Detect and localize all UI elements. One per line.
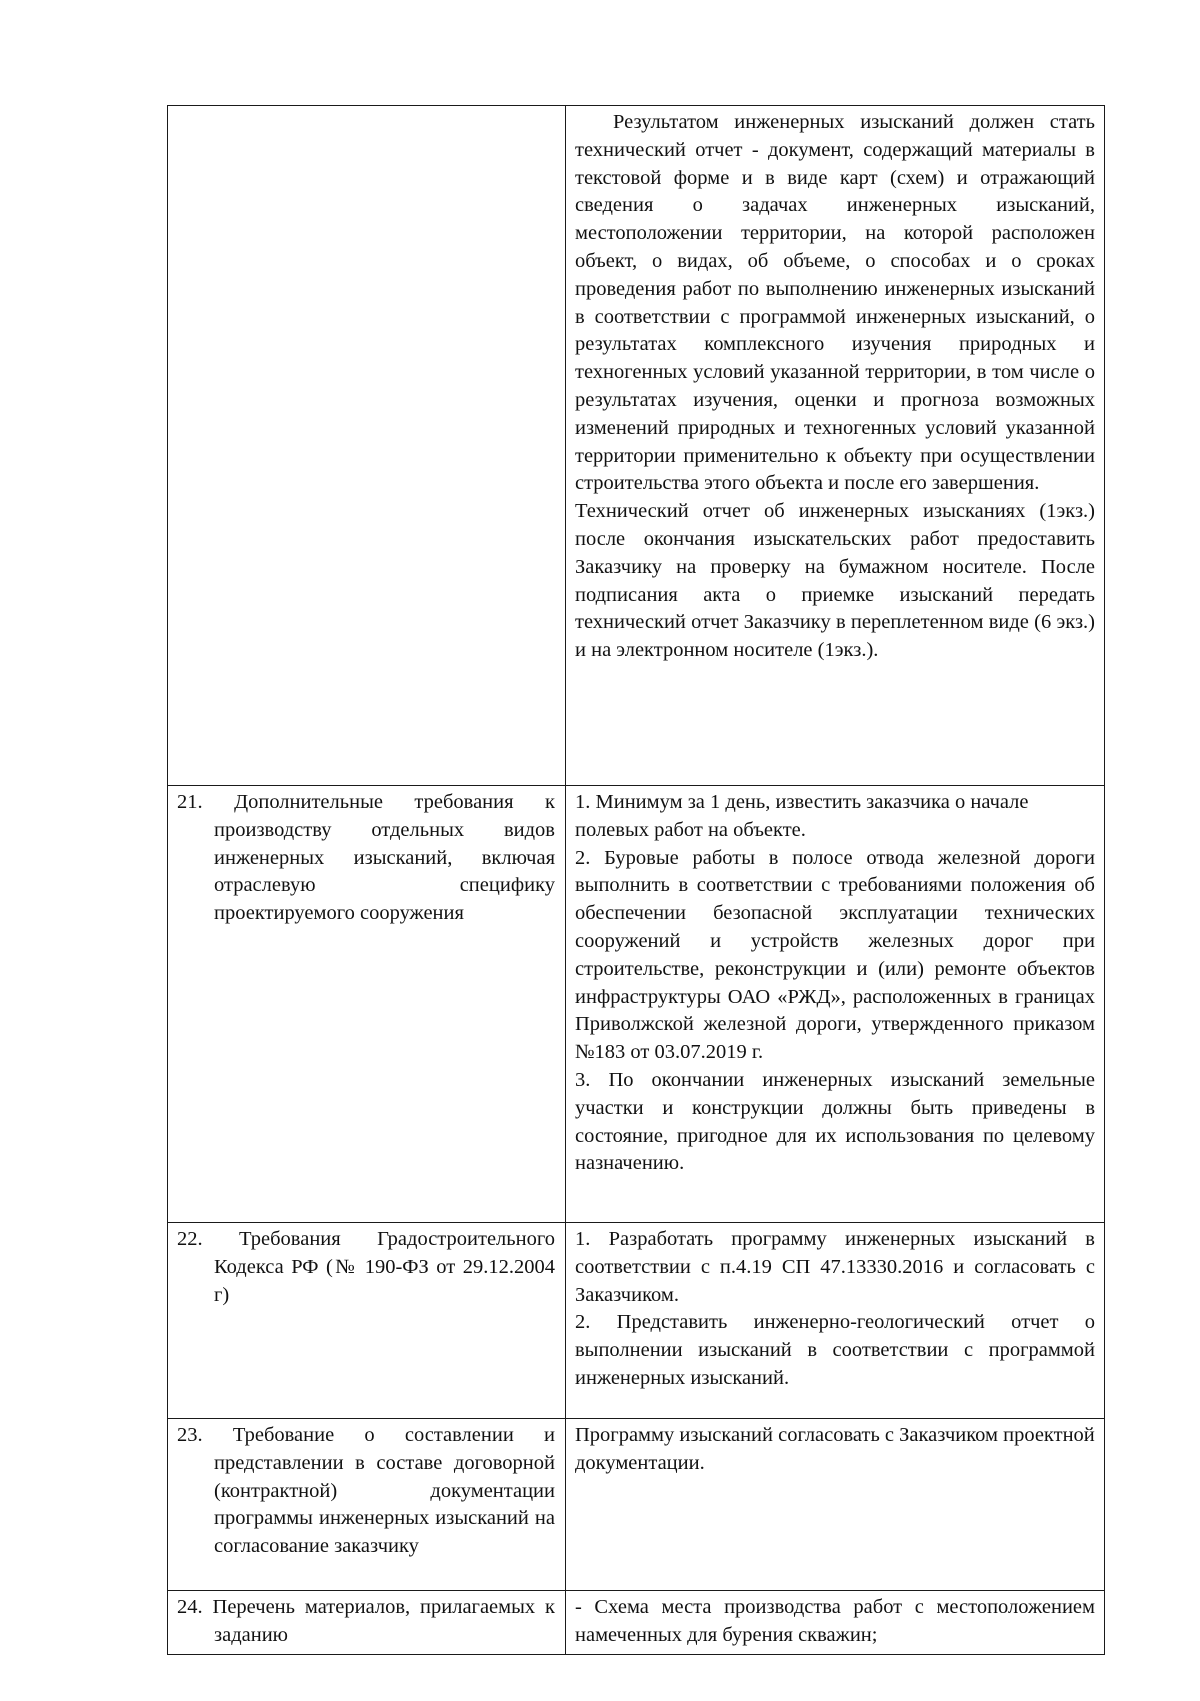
content-paragraph: Результатом инженерных изысканий должен стать технический отчет - документ, содержащий материалы в текстовой форме и в виде карт (схем) и отражающий сведения о задачах инженерных изысканий, местоположении территории, на которой расположен объект, о видах, об объеме, о способах и о сроках проведения работ по выполнению инженерных изысканий в соответствии с программой инженерных изысканий, о результатах комплексного изучения природных и техногенных условий указанной территории, в том числе о результатах изучения, оценки и прогноза возможных изменений природных и техногенных условий указанной территории применительно к объекту при осуществлении строительства этого объекта и после его завершения. bbox=[575, 111, 1095, 495]
content-paragraph: 2. Представить инженерно-геологический отчет о выполнении изысканий в соответствии с программой инженерных изысканий. bbox=[575, 1311, 1095, 1389]
requirements-table bbox=[167, 105, 1105, 1655]
row-label: 21. Дополнительные требования к производству отдельных видов инженерных изысканий, включая отраслевую специфику проектируемого сооружения bbox=[177, 791, 555, 925]
content-paragraph: 3. По окончании инженерных изысканий земельные участки и конструкции должны быть приведены в состояние, пригодное для их использования по целевому назначению. bbox=[575, 1068, 1095, 1175]
row-label-cell bbox=[168, 786, 566, 1223]
table-row bbox=[168, 106, 1105, 786]
row-label: 24. Перечень материалов, прилагаемых к заданию bbox=[177, 1596, 555, 1646]
row-label-cell bbox=[168, 1419, 566, 1591]
table-row bbox=[168, 1419, 1105, 1591]
content-paragraph: 1. Минимум за 1 день, известить заказчика о начале полевых работ на объекте. bbox=[575, 791, 1029, 841]
row-label-cell bbox=[168, 1223, 566, 1419]
table-row bbox=[168, 786, 1105, 1223]
content-paragraph: Технический отчет об инженерных изысканиях (1экз.) после окончания изыскательских работ предоставить Заказчику на проверку на бумажном носителе. После подписания акта о приемке изысканий передать технический отчет Заказчику в переплетенном виде (6 экз.) и на электронном носителе (1экз.). bbox=[575, 500, 1095, 662]
row-content-cell bbox=[566, 1591, 1105, 1655]
content-paragraph: Программу изысканий согласовать с Заказчиком проектной документации. bbox=[575, 1424, 1095, 1474]
row-content-cell bbox=[566, 1419, 1105, 1591]
row-content-cell bbox=[566, 106, 1105, 786]
row-label-cell bbox=[168, 1591, 566, 1655]
content-paragraph: - Схема места производства работ с местоположением намеченных для бурения скважин; bbox=[575, 1596, 1095, 1646]
row-label: 23. Требование о составлении и представлении в составе договорной (контрактной) документации программы инженерных изысканий на согласование заказчику bbox=[177, 1424, 555, 1558]
table-row bbox=[168, 1591, 1105, 1655]
row-label-cell bbox=[168, 106, 566, 786]
content-paragraph: 2. Буровые работы в полосе отвода железной дороги выполнить в соответствии с требованиями положения об обеспечении безопасной эксплуатации технических сооружений и устройств железных дорог при строительстве, реконструкции и (или) ремонте объектов инфраструктуры ОАО «РЖД», расположенных в границах Приволжской железной дороги, утвержденного приказом №183 от 03.07.2019 г. bbox=[575, 846, 1095, 1064]
row-label: 22. Требования Градостроительного Кодекса РФ (№ 190-ФЗ от 29.12.2004 г) bbox=[177, 1228, 555, 1306]
row-content-cell bbox=[566, 1223, 1105, 1419]
content-paragraph: 1. Разработать программу инженерных изысканий в соответствии с п.4.19 СП 47.13330.2016 и согласовать с Заказчиком. bbox=[575, 1228, 1095, 1306]
table-row bbox=[168, 1223, 1105, 1419]
row-content-cell bbox=[566, 786, 1105, 1223]
